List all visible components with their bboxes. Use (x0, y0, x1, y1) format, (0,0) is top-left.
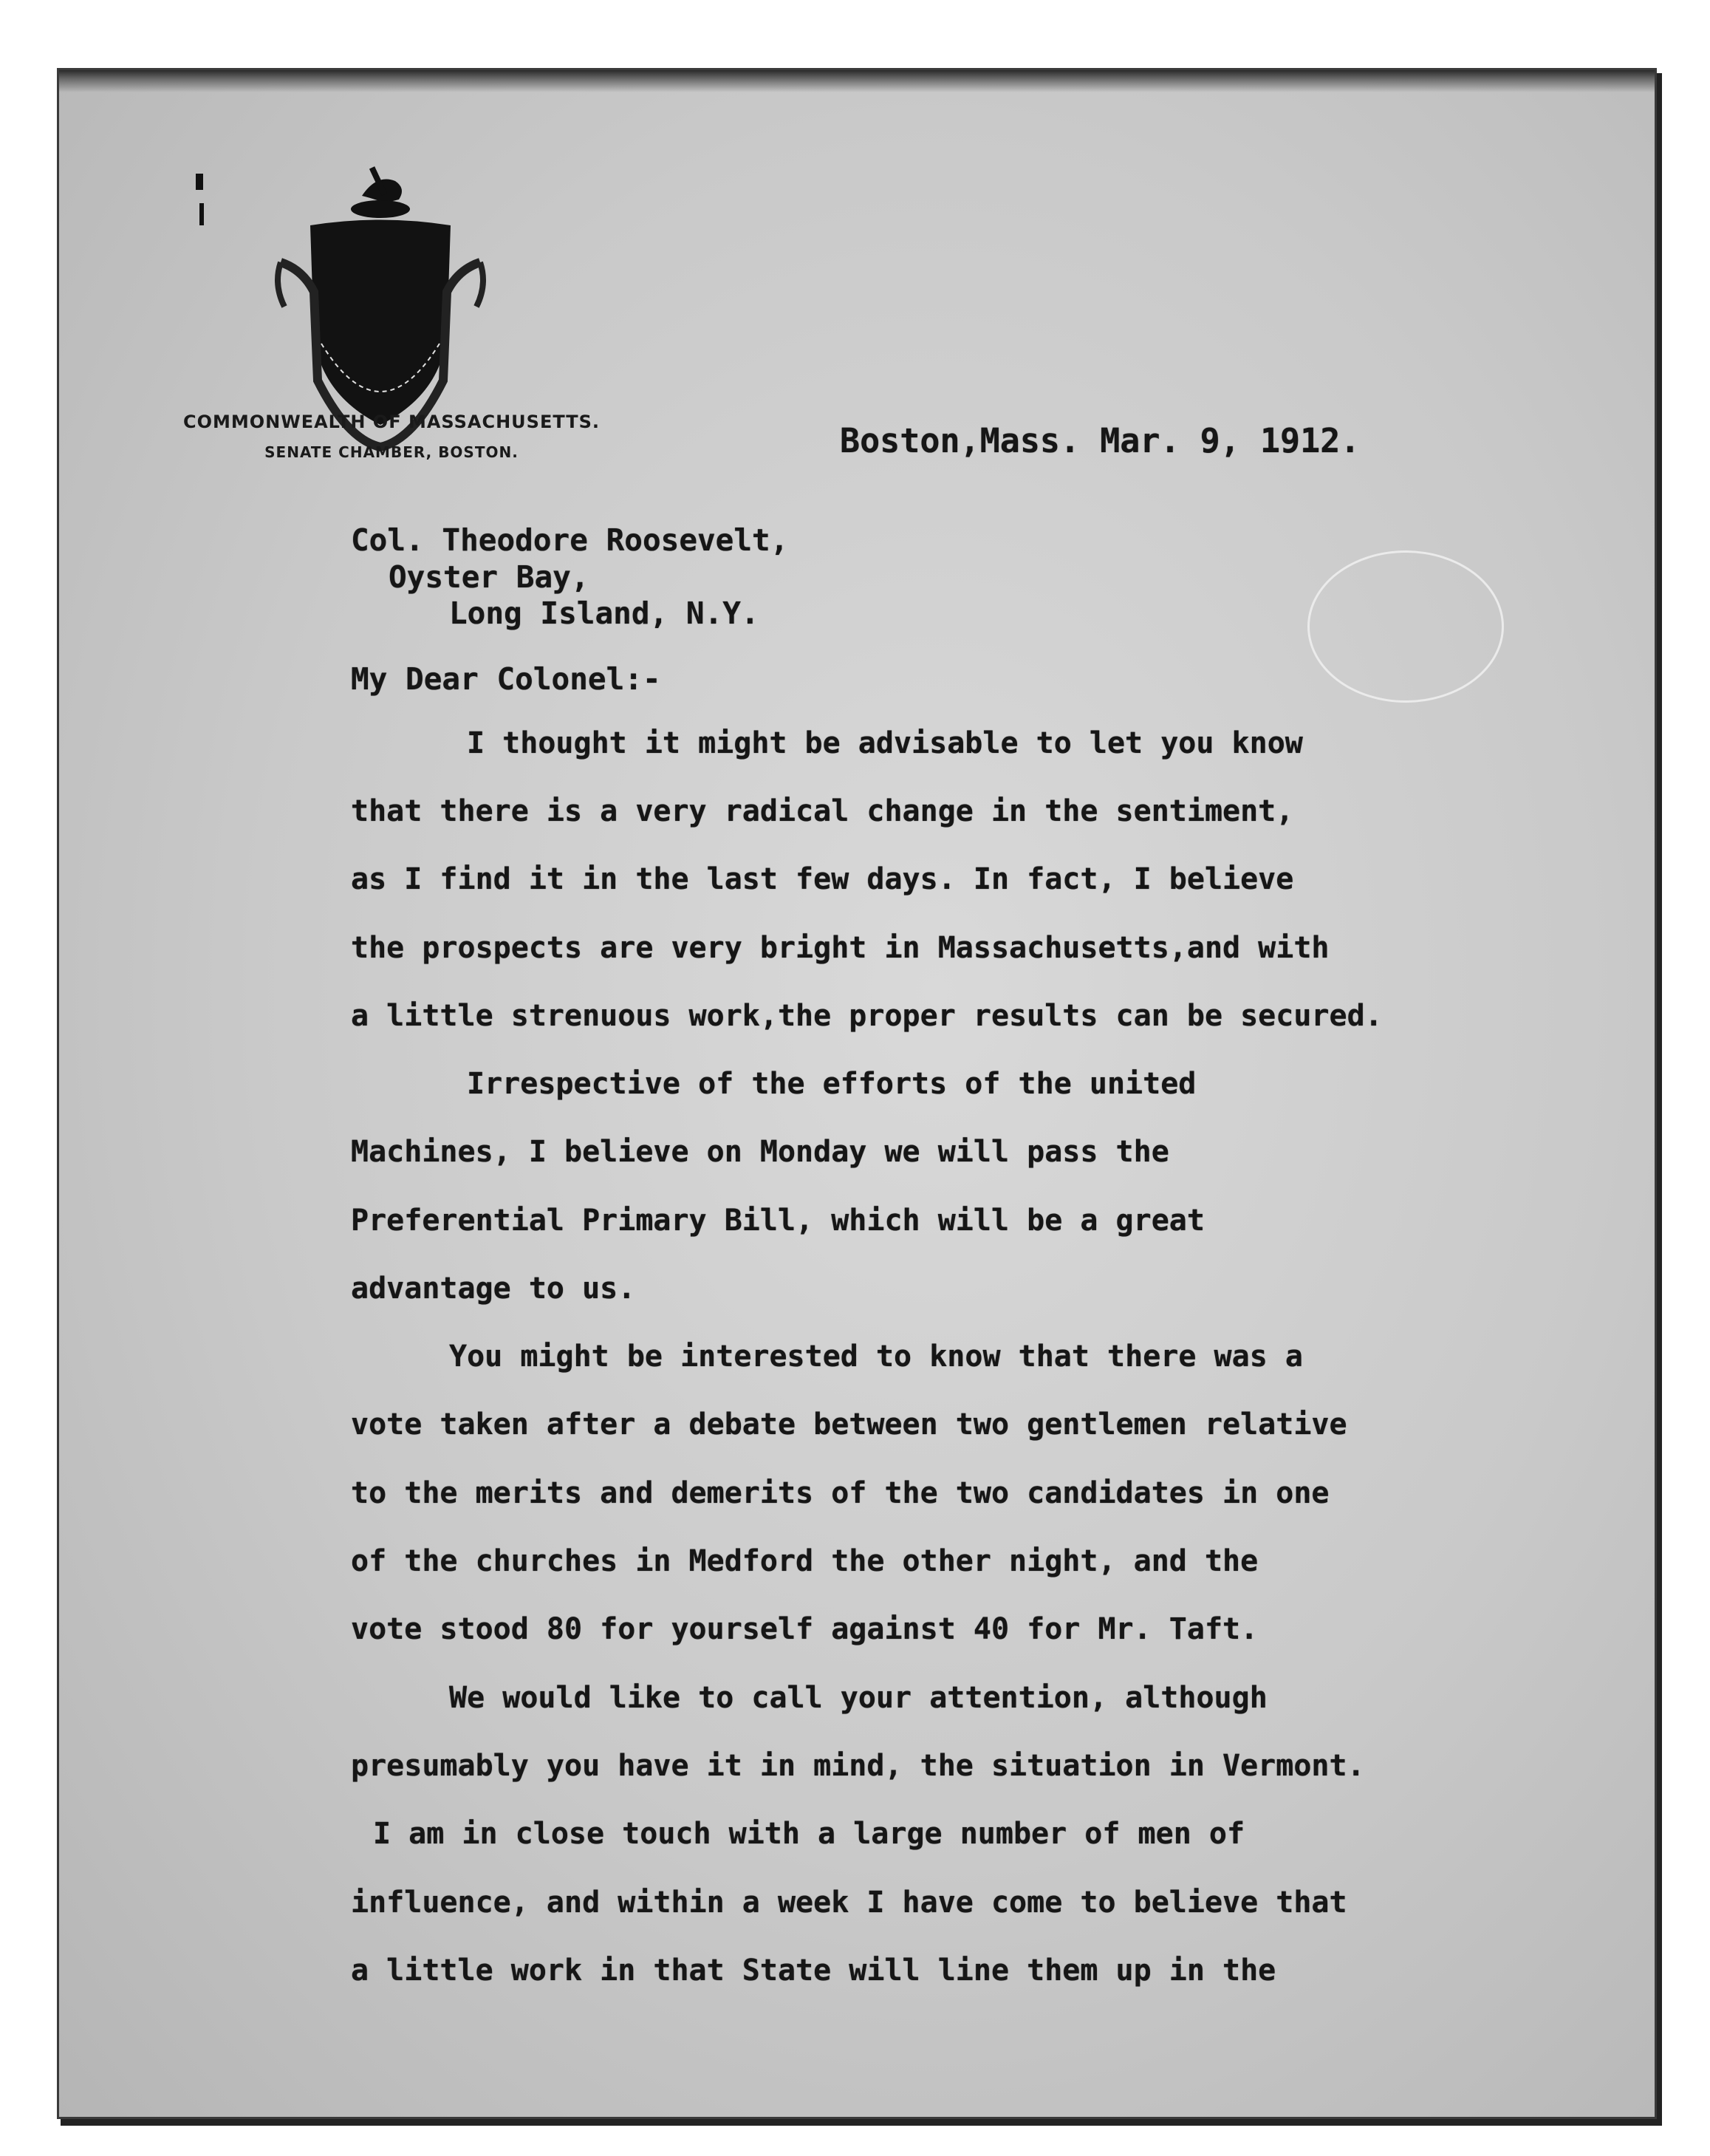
body-line: vote taken after a debate between two gentlemen relative (351, 1408, 1347, 1442)
address-line: Col. Theodore Roosevelt, (351, 522, 789, 558)
body-line: the prospects are very bright in Massachusetts,and with (351, 931, 1330, 965)
body-line: You might be interested to know that there was a (449, 1340, 1303, 1374)
body-line: Machines, I believe on Monday we will pass the (351, 1135, 1169, 1169)
address-line: Long Island, N.Y. (449, 596, 759, 631)
body-line: that there is a very radical change in the sentiment, (351, 794, 1294, 828)
body-line: a little work in that State will line them up in the (351, 1954, 1276, 1988)
letterhead-subtitle: SENATE CHAMBER, BOSTON. (264, 443, 519, 461)
body-line: vote stood 80 for yourself against 40 for Mr. Taft. (351, 1612, 1259, 1646)
body-line: I am in close touch with a large number of men of (373, 1817, 1245, 1851)
body-line: as I find it in the last few days. In fact, I believe (351, 862, 1294, 896)
paper-top-edge (59, 70, 1655, 92)
ink-mark (199, 203, 204, 225)
body-line: I thought it might be advisable to let you know (467, 726, 1303, 760)
letterhead-title: COMMONWEALTH OF MASSACHUSETTS. (182, 412, 601, 432)
letter-page (59, 70, 1655, 2117)
ink-mark (196, 174, 203, 190)
salutation: My Dear Colonel:- (351, 661, 661, 697)
date-line: Boston,Mass. Mar. 9, 1912. (840, 421, 1361, 460)
paper-smudge (1307, 550, 1504, 703)
body-line: We would like to call your attention, although (449, 1681, 1268, 1715)
address-line: Oyster Bay, (389, 559, 589, 595)
body-line: presumably you have it in mind, the situation in Vermont. (351, 1749, 1365, 1783)
body-line: a little strenuous work,the proper results can be secured. (351, 999, 1383, 1033)
body-line: to the merits and demerits of the two candidates in one (351, 1476, 1330, 1510)
body-line: advantage to us. (351, 1272, 636, 1306)
body-line: Preferential Primary Bill, which will be a great (351, 1204, 1205, 1238)
body-line: influence, and within a week I have come to believe that (351, 1886, 1347, 1920)
body-line: Irrespective of the efforts of the united (467, 1067, 1197, 1101)
body-line: of the churches in Medford the other night, and the (351, 1544, 1259, 1578)
